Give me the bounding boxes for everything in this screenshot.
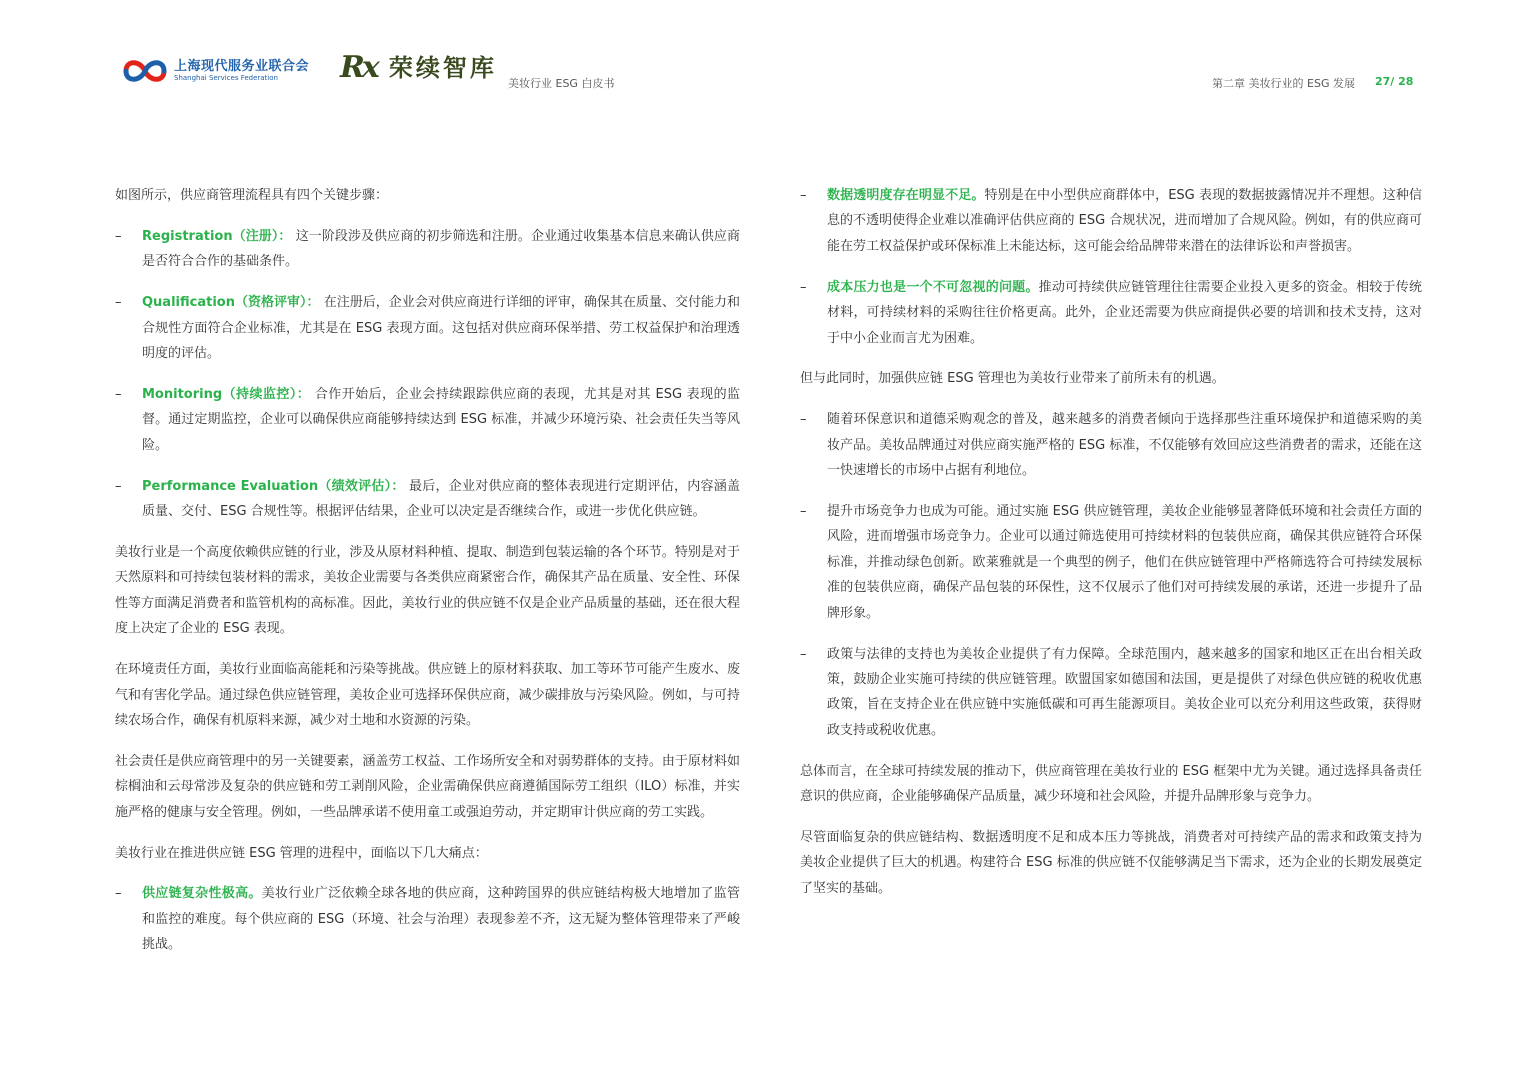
list-item bbox=[800, 407, 1422, 483]
opportunity-text: 随着环保意识和道德采购观念的普及，越来越多的消费者倾向于选择那些注重环境保护和道德采购的美妆产品。美妆品牌通过对供应商实施严格的 ESG 标准，不仅能够有效回应这些消费者的需求，还能在这一快速增长的市场中占据有利地位。 bbox=[827, 412, 1422, 479]
step-text: 这一阶段涉及供应商的初步筛选和注册。企业通过收集基本信息来确认供应商是否符合合作的基础条件。 bbox=[142, 228, 740, 270]
list-item bbox=[115, 881, 740, 957]
bullet-dash: – bbox=[800, 412, 807, 428]
opportunity-text: 政策与法律的支持也为美妆企业提供了有力保障。全球范围内，越来越多的国家和地区正在出台相关政策，鼓励企业实施可持续的供应链管理。欧盟国家如德国和法国，更是提供了对绿色供应链的税收优惠政策，旨在支持企业在供应链中实施低碳和可再生能源项目。美妆企业可以充分利用这些政策，获得财政支持或税收优惠。 bbox=[827, 646, 1422, 738]
step-label: Registration（注册）： bbox=[142, 228, 292, 244]
body-paragraph: 美妆行业在推进供应链 ESG 管理的进程中，面临以下几大痛点： bbox=[115, 845, 488, 861]
list-item bbox=[800, 275, 1422, 351]
list-item bbox=[800, 499, 1422, 626]
document-title: 美妆行业 ESG 白皮书 bbox=[508, 77, 615, 90]
body-paragraph: 在环境责任方面，美妆行业面临高能耗和污染等挑战。供应链上的原材料获取、加工等环节可能产生废水、废气和有害化学品。通过绿色供应链管理，美妆企业可选择环保供应商，减少碳排放与污染风险。例如，与可持续农场合作，确保有机原料来源，减少对土地和水资源的污染。 bbox=[115, 662, 740, 728]
left-column bbox=[115, 183, 740, 973]
rx-logo-name: 荣续智库 bbox=[388, 54, 497, 82]
bullet-dash: – bbox=[115, 886, 122, 902]
page-header bbox=[0, 0, 1527, 110]
step-label: Performance Evaluation（绩效评估）： bbox=[142, 478, 405, 494]
pain-text: 推动可持续供应链管理往往需要企业投入更多的资金。相较于传统材料，可持续材料的采购往往价格更高。此外，企业还需要为供应商提供必要的培训和技术支持，这对于中小企业而言尤为困难。 bbox=[827, 279, 1422, 346]
bullet-dash: – bbox=[800, 646, 807, 662]
bullet-dash: – bbox=[800, 504, 807, 520]
pain-label: 数据透明度存在明显不足。 bbox=[827, 188, 985, 203]
rx-logo-mark: Rx bbox=[340, 50, 377, 85]
pain-label: 成本压力也是一个不可忽视的问题。 bbox=[827, 279, 1039, 295]
body-paragraph: 社会责任是供应商管理中的另一关键要素，涵盖劳工权益、工作场所安全和对弱势群体的支持。由于原材料如棕榈油和云母常涉及复杂的供应链和劳工剥削风险，企业需确保供应商遵循国际劳工组织（ILO）标准，并实施严格的健康与安全管理。例如，一些品牌承诺不使用童工或强迫劳动，并定期审计供应商的劳工实践。 bbox=[115, 753, 740, 820]
ssf-logo bbox=[122, 53, 322, 89]
list-item bbox=[115, 290, 740, 366]
bullet-dash: – bbox=[800, 279, 807, 295]
list-item bbox=[115, 382, 740, 458]
conclusion-paragraph: 尽管面临复杂的供应链结构、数据透明度不足和成本压力等挑战，消费者对可持续产品的需求和政策支持为美妆企业提供了巨大的机遇。构建符合 ESG 标准的供应链不仅能够满足当下需求，还为企业的长期发展奠定了坚实的基础。 bbox=[800, 830, 1422, 896]
summary-paragraph: 总体而言，在全球可持续发展的推动下，供应商管理在美妆行业的 ESG 框架中尤为关键。通过选择具备责任意识的供应商，企业能够确保产品质量，减少环境和社会风险，并提升品牌形象与竞争力。 bbox=[800, 763, 1422, 805]
body-paragraph: 美妆行业是一个高度依赖供应链的行业，涉及从原材料种植、提取、制造到包装运输的各个环节。特别是对于天然原料和可持续包装材料的需求，美妆企业需要与各类供应商紧密合作，确保其产品在质量、安全性、环保性等方面满足消费者和监管机构的高标准。因此，美妆行业的供应链不仅是企业产品质量的基础，还在很大程度上决定了企业的 ESG 表现。 bbox=[115, 544, 740, 637]
page-number: 27/ 28 bbox=[1375, 75, 1414, 88]
list-item bbox=[115, 224, 740, 275]
right-column bbox=[800, 183, 1422, 917]
bullet-dash: – bbox=[115, 386, 122, 402]
bullet-dash: – bbox=[115, 478, 122, 494]
step-text: 在注册后，企业会对供应商进行详细的评审，确保其在质量、交付能力和合规性方面符合企业标准，尤其是在 ESG 表现方面。这包括对供应商环保举措、劳工权益保护和治理透明度的评估。 bbox=[142, 295, 740, 362]
bullet-dash: – bbox=[115, 295, 122, 311]
ssf-name-en: Shanghai Services Federation bbox=[174, 74, 278, 82]
ssf-name-cn: 上海现代服务业联合会 bbox=[174, 59, 310, 74]
list-item bbox=[800, 183, 1422, 259]
ssf-logo-icon bbox=[122, 54, 168, 88]
opportunity-text: 提升市场竞争力也成为可能。通过实施 ESG 供应链管理，美妆企业能够显著降低环境和社会责任方面的风险，进而增强市场竞争力。企业可以通过筛选使用可持续材料的包装供应商，确保其供应链符合环保标准，并推动绿色创新。欧莱雅就是一个典型的例子，他们在供应链管理中严格筛选符合可持续发展标准的包装供应商，确保产品包装的环保性，这不仅展示了他们对可持续发展的承诺，还进一步提升了品牌形象。 bbox=[827, 504, 1422, 621]
rx-logo bbox=[340, 52, 497, 84]
pain-text: 美妆行业广泛依赖全球各地的供应商，这种跨国界的供应链结构极大地增加了监管和监控的难度。每个供应商的 ESG（环境、社会与治理）表现参差不齐，这无疑为整体管理带来了严峻挑战。 bbox=[142, 886, 740, 953]
step-text: 合作开始后，企业会持续跟踪供应商的表现，尤其是对其 ESG 表现的监督。通过定期监控，企业可以确保供应商能够持续达到 ESG 标准，并减少环境污染、社会责任失当等风险。 bbox=[142, 386, 741, 453]
body-paragraph: 但与此同时，加强供应链 ESG 管理也为美妆行业带来了前所未有的机遇。 bbox=[800, 371, 1225, 387]
list-item bbox=[115, 474, 740, 525]
bullet-dash: – bbox=[800, 188, 807, 203]
chapter-title: 第二章 美妆行业的 ESG 发展 bbox=[1212, 77, 1355, 90]
step-text: 最后，企业对供应商的整体表现进行定期评估，内容涵盖质量、交付、ESG 合规性等。根据评估结果，企业可以决定是否继续合作，或进一步优化供应链。 bbox=[142, 478, 740, 520]
list-item bbox=[800, 642, 1422, 744]
pain-text: 特别是在中小型供应商群体中，ESG 表现的数据披露情况并不理想。这种信息的不透明使得企业难以准确评估供应商的 ESG 合规状况，进而增加了合规风险。例如，有的供应商可能在劳工权益保护或环保标准上未能达标，这可能会给品牌带来潜在的法律诉讼和声誉损害。 bbox=[827, 188, 1422, 254]
intro-paragraph: 如图所示，供应商管理流程具有四个关键步骤： bbox=[115, 188, 389, 203]
step-label: Qualification（资格评审）： bbox=[142, 295, 320, 311]
bullet-dash: – bbox=[115, 228, 122, 244]
step-label: Monitoring（持续监控）： bbox=[142, 386, 311, 402]
pain-label: 供应链复杂性极高。 bbox=[142, 886, 262, 902]
